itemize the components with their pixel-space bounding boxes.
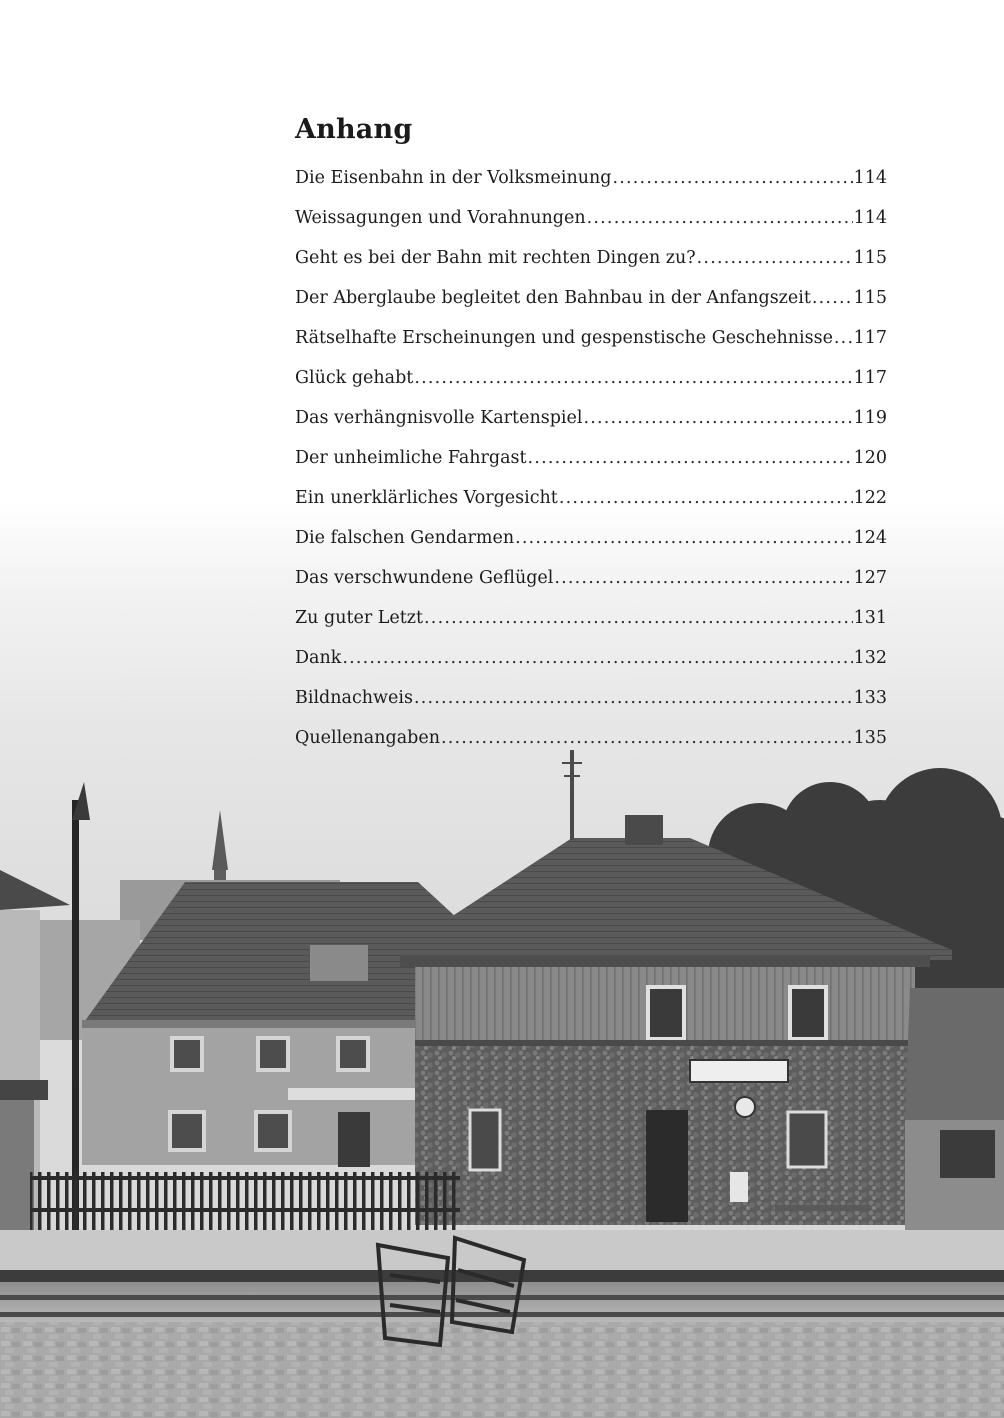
leader-dots	[587, 198, 853, 238]
toc-entry-page: 131	[853, 608, 887, 628]
leader-dots	[515, 518, 852, 558]
toc-entry[interactable]	[295, 198, 887, 238]
toc-entry[interactable]	[295, 518, 887, 558]
toc-entry-title: Zu guter Letzt	[295, 608, 424, 628]
toc-entry-title: Der unheimliche Fahrgast	[295, 448, 527, 468]
toc-entry-page: 115	[853, 248, 887, 268]
leader-dots	[554, 558, 852, 598]
table-of-contents	[295, 110, 887, 758]
toc-entry[interactable]	[295, 678, 887, 718]
toc-entry-title: Das verhängnisvolle Kartenspiel	[295, 408, 583, 428]
toc-entry[interactable]	[295, 358, 887, 398]
toc-entry-page: 117	[853, 368, 887, 388]
toc-entry-title: Weissagungen und Vorahnungen	[295, 208, 586, 228]
leader-dots	[613, 158, 853, 198]
toc-entry-title: Quellenangaben	[295, 728, 440, 748]
toc-entry-page: 115	[853, 288, 887, 308]
toc-entry-page: 119	[853, 408, 887, 428]
leader-dots	[697, 238, 853, 278]
toc-entry-page: 117	[853, 328, 887, 348]
leader-dots	[441, 718, 853, 758]
section-heading: Anhang	[295, 114, 413, 145]
toc-entry[interactable]	[295, 718, 887, 758]
toc-entry-page: 114	[853, 168, 887, 188]
toc-entry-title: Der Aberglaube begleitet den Bahnbau in der Anfangszeit	[295, 288, 811, 308]
toc-entry-title: Bildnachweis	[295, 688, 413, 708]
toc-entry[interactable]	[295, 398, 887, 438]
toc-entry-page: 120	[853, 448, 887, 468]
toc-entry[interactable]	[295, 278, 887, 318]
toc-entry-title: Ein unerklärliches Vorgesicht	[295, 488, 558, 508]
leader-dots	[414, 358, 852, 398]
toc-entry-title: Das verschwundene Geflügel	[295, 568, 554, 588]
toc-entry-page: 127	[853, 568, 887, 588]
toc-entry-page: 132	[853, 648, 887, 668]
toc-entry-page: 114	[853, 208, 887, 228]
leader-dots	[834, 318, 853, 358]
leader-dots	[424, 598, 853, 638]
toc-entry-page: 135	[853, 728, 887, 748]
toc-entry[interactable]	[295, 318, 887, 358]
toc-list	[295, 158, 887, 758]
leader-dots	[414, 678, 853, 718]
toc-entry[interactable]	[295, 238, 887, 278]
toc-entry-title: Dank	[295, 648, 342, 668]
toc-entry[interactable]	[295, 158, 887, 198]
toc-entry[interactable]	[295, 598, 887, 638]
leader-dots	[342, 638, 852, 678]
toc-entry[interactable]	[295, 478, 887, 518]
leader-dots	[528, 438, 853, 478]
toc-entry-page: 124	[853, 528, 887, 548]
toc-entry[interactable]	[295, 558, 887, 598]
toc-entry[interactable]	[295, 438, 887, 478]
toc-entry-page: 122	[853, 488, 887, 508]
toc-entry[interactable]	[295, 638, 887, 678]
toc-entry-title: Glück gehabt	[295, 368, 414, 388]
leader-dots	[583, 398, 852, 438]
toc-entry-page: 133	[853, 688, 887, 708]
toc-entry-title: Rätselhafte Erscheinungen und gespenstische Geschehnisse	[295, 328, 833, 348]
toc-entry-title: Geht es bei der Bahn mit rechten Dingen zu?	[295, 248, 696, 268]
leader-dots	[812, 278, 853, 318]
toc-entry-title: Die falschen Gendarmen	[295, 528, 515, 548]
toc-entry-title: Die Eisenbahn in der Volksmeinung	[295, 168, 612, 188]
leader-dots	[559, 478, 853, 518]
